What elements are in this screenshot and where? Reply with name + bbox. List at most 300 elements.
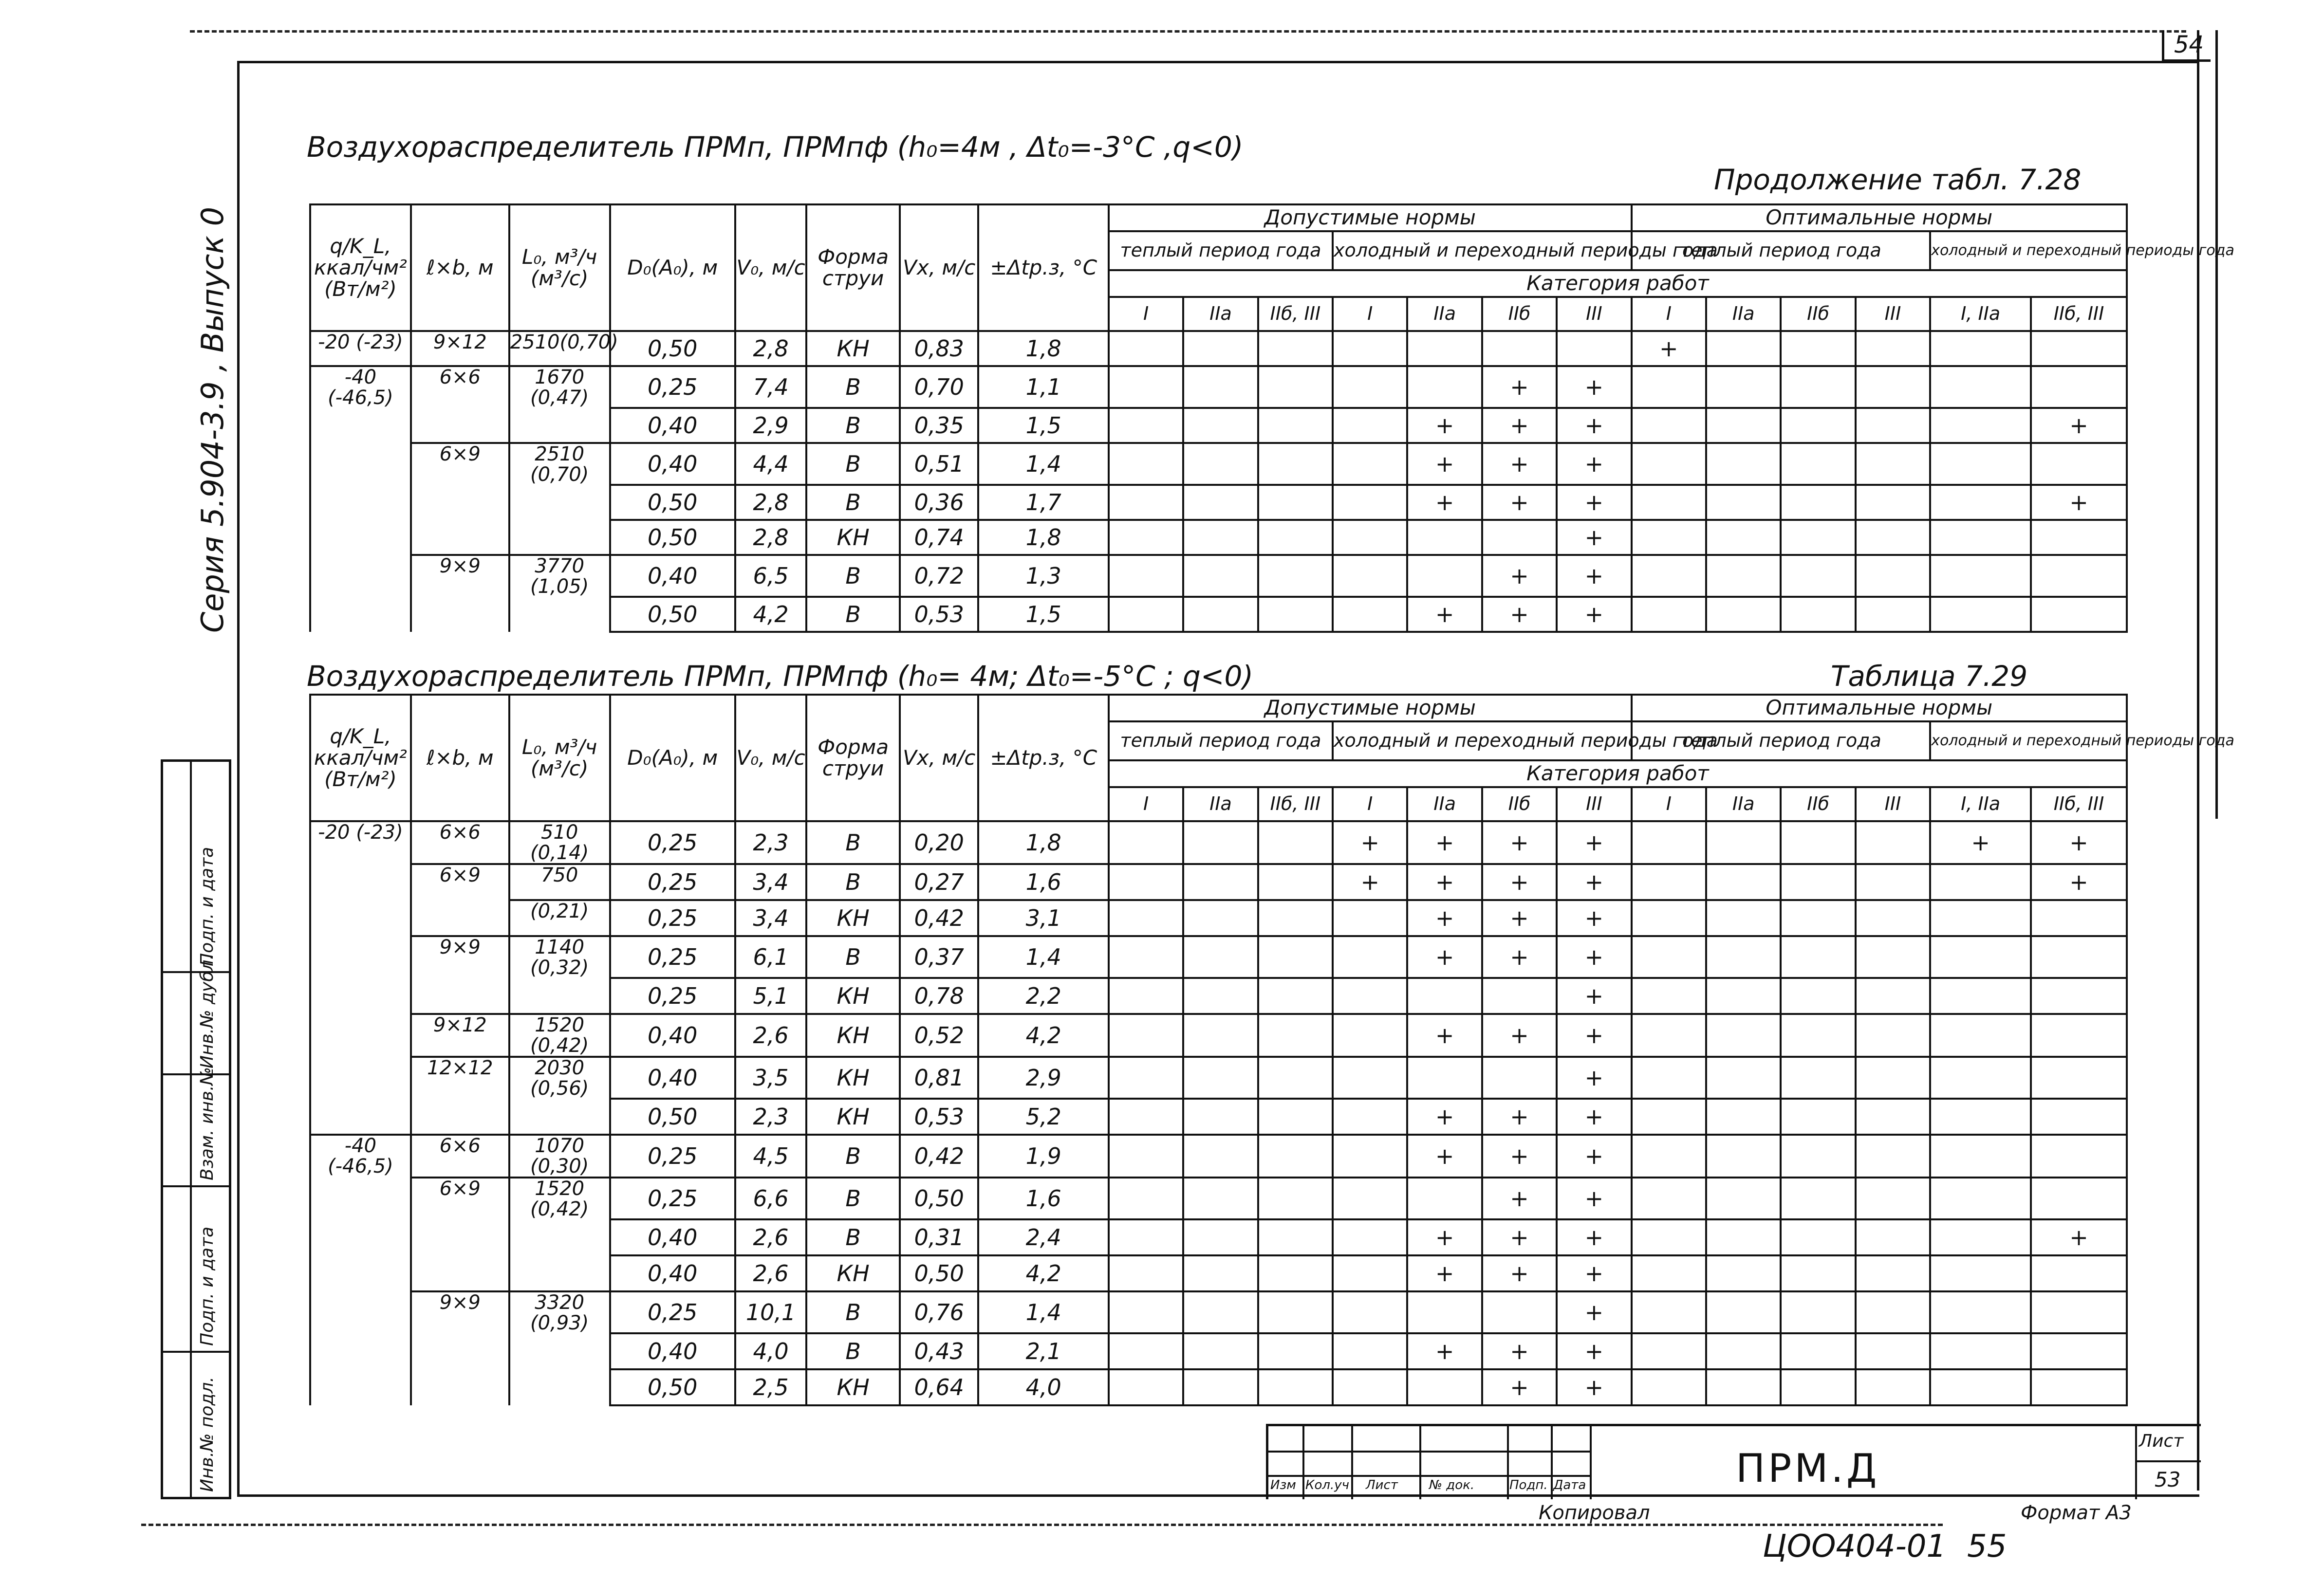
- mark-cell: +: [1407, 597, 1482, 632]
- cell-L: [509, 1369, 610, 1405]
- cat: III: [1856, 787, 1930, 821]
- mark-cell: +: [1632, 331, 1706, 366]
- mark-cell: +: [1557, 1255, 1631, 1291]
- mark-cell: [1706, 443, 1781, 485]
- cell-form: КН: [806, 1014, 900, 1057]
- mark-cell: [1183, 978, 1258, 1014]
- mark-cell: [1407, 1291, 1482, 1333]
- cell-D: 0,25: [610, 821, 735, 864]
- cell-v0: 2,9: [735, 408, 806, 443]
- mark-cell: +: [1482, 936, 1557, 978]
- mark-cell: [1856, 1014, 1930, 1057]
- table-row: [310, 1333, 2127, 1369]
- mark-cell: [1856, 936, 1930, 978]
- hdr-opt-cold: холодный и переходный периоды года: [1930, 721, 2127, 760]
- mark-cell: [1781, 555, 1855, 597]
- cat: IIа: [1183, 297, 1258, 331]
- cell-q: [310, 978, 411, 1014]
- mark-cell: [1258, 485, 1333, 520]
- cell-vx: 0,36: [900, 485, 978, 520]
- hdr-form: Форма струи: [806, 204, 900, 331]
- mark-cell: [1258, 936, 1333, 978]
- cell-lb: 9×12: [411, 331, 509, 366]
- mark-cell: [1258, 1057, 1333, 1099]
- mark-cell: +: [1407, 1099, 1482, 1135]
- mark-cell: [1333, 978, 1407, 1014]
- mark-cell: [1258, 821, 1333, 864]
- mark-cell: [1632, 1255, 1706, 1291]
- mark-cell: [1930, 1291, 2031, 1333]
- hdr-v0: V₀, м/с: [735, 695, 806, 821]
- mark-cell: [1183, 900, 1258, 936]
- hdr-opt-cold: холодный и переходный периоды года: [1930, 231, 2127, 270]
- mark-cell: [1109, 1057, 1183, 1099]
- mark-cell: [1856, 520, 1930, 555]
- cell-vx: 0,50: [900, 1178, 978, 1219]
- copied-by: Копировал: [1539, 1502, 1650, 1524]
- mark-cell: [1482, 1291, 1557, 1333]
- mark-cell: [1930, 864, 2031, 900]
- mark-cell: [1781, 485, 1855, 520]
- cat: IIб: [1781, 787, 1855, 821]
- cell-D: 0,50: [610, 1369, 735, 1405]
- cell-v0: 7,4: [735, 366, 806, 408]
- cat: IIб: [1482, 297, 1557, 331]
- cell-q: [310, 1255, 411, 1291]
- hdr-form: Форма струи: [806, 695, 900, 821]
- mark-cell: [1856, 1135, 1930, 1178]
- cell-form: В: [806, 485, 900, 520]
- mark-cell: +: [2031, 408, 2127, 443]
- cell-L: [509, 1333, 610, 1369]
- cell-dt: 4,0: [978, 1369, 1108, 1405]
- hdr-lb: ℓ×b, м: [411, 204, 509, 331]
- table1: [309, 203, 2234, 633]
- mark-cell: +: [1557, 864, 1631, 900]
- cell-dt: 5,2: [978, 1099, 1108, 1135]
- cell-dt: 1,6: [978, 1178, 1108, 1219]
- mark-cell: [1632, 864, 1706, 900]
- mark-cell: [1183, 485, 1258, 520]
- cat: I, IIа: [1930, 787, 2031, 821]
- cat: I: [1632, 297, 1706, 331]
- mark-cell: [1109, 1255, 1183, 1291]
- cell-dt: 1,4: [978, 936, 1108, 978]
- cell-L: 2510 (0,70): [509, 443, 610, 485]
- cell-D: 0,25: [610, 900, 735, 936]
- table-row: [310, 366, 2127, 408]
- mark-cell: [1109, 900, 1183, 936]
- mark-cell: [1109, 1291, 1183, 1333]
- mark-cell: [1781, 1099, 1855, 1135]
- cell-v0: 4,2: [735, 597, 806, 632]
- cell-q: [310, 555, 411, 597]
- archive-code: ЦОО404-01: [1763, 1528, 1947, 1565]
- mark-cell: [1333, 1014, 1407, 1057]
- cell-v0: 4,4: [735, 443, 806, 485]
- cell-q: -40 (-46,5): [310, 1135, 411, 1178]
- mark-cell: [1706, 1099, 1781, 1135]
- cell-v0: 4,5: [735, 1135, 806, 1178]
- cell-dt: 1,8: [978, 821, 1108, 864]
- mark-cell: [1183, 1333, 1258, 1369]
- cat: III: [1557, 297, 1631, 331]
- mark-cell: [1333, 366, 1407, 408]
- cell-q: -40 (-46,5): [310, 366, 411, 408]
- cat: IIб: [1482, 787, 1557, 821]
- corner-number: 54: [2174, 31, 2204, 58]
- mark-cell: [1930, 366, 2031, 408]
- mark-cell: [1856, 1255, 1930, 1291]
- cell-D: 0,25: [610, 1291, 735, 1333]
- cell-lb: [411, 1333, 509, 1369]
- mark-cell: [1333, 1057, 1407, 1099]
- mark-cell: [1258, 1333, 1333, 1369]
- cat: III: [1856, 297, 1930, 331]
- cell-dt: 2,4: [978, 1219, 1108, 1255]
- cell-dt: 1,7: [978, 485, 1108, 520]
- mark-cell: [1183, 555, 1258, 597]
- mark-cell: [1183, 1219, 1258, 1255]
- cell-D: 0,40: [610, 443, 735, 485]
- hdr-vx: Vx, м/с: [900, 204, 978, 331]
- mark-cell: [2031, 366, 2127, 408]
- mark-cell: [1258, 1178, 1333, 1219]
- cell-dt: 2,1: [978, 1333, 1108, 1369]
- cell-v0: 3,4: [735, 864, 806, 900]
- table-row: [310, 978, 2127, 1014]
- cell-q: [310, 936, 411, 978]
- mark-cell: [1258, 1369, 1333, 1405]
- bottom-dashed-line: [141, 1524, 1943, 1526]
- mark-cell: +: [1557, 1178, 1631, 1219]
- mark-cell: [1856, 900, 1930, 936]
- mark-cell: [1781, 331, 1855, 366]
- mark-cell: [1781, 1219, 1855, 1255]
- mark-cell: [1258, 555, 1333, 597]
- mark-cell: +: [1557, 978, 1631, 1014]
- cell-lb: 9×9: [411, 1291, 509, 1333]
- cell-v0: 10,1: [735, 1291, 806, 1333]
- cell-dt: 4,2: [978, 1255, 1108, 1291]
- mark-cell: [1258, 1014, 1333, 1057]
- mark-cell: +: [1557, 485, 1631, 520]
- cell-q: [310, 520, 411, 555]
- mark-cell: [1482, 1057, 1557, 1099]
- mark-cell: +: [1407, 936, 1482, 978]
- mark-cell: +: [1482, 1178, 1557, 1219]
- mark-cell: [1706, 555, 1781, 597]
- mark-cell: [1930, 1057, 2031, 1099]
- table-row: [310, 597, 2127, 632]
- mark-cell: [1258, 1099, 1333, 1135]
- table-row: [310, 331, 2127, 366]
- mark-cell: +: [1557, 597, 1631, 632]
- mark-cell: [1781, 978, 1855, 1014]
- mark-cell: [1407, 331, 1482, 366]
- stamp-replace-inv: Взам. инв.№: [197, 1067, 217, 1180]
- mark-cell: [2031, 520, 2127, 555]
- mark-cell: [2031, 1255, 2127, 1291]
- mark-cell: [1258, 443, 1333, 485]
- mark-cell: [1109, 408, 1183, 443]
- cell-v0: 6,6: [735, 1178, 806, 1219]
- mark-cell: [1706, 978, 1781, 1014]
- mark-cell: [1109, 1369, 1183, 1405]
- hdr-allow: Допустимые нормы: [1109, 695, 1632, 721]
- table-row: [310, 936, 2127, 978]
- mark-cell: [1333, 900, 1407, 936]
- mark-cell: +: [1557, 520, 1631, 555]
- mark-cell: [1183, 597, 1258, 632]
- cell-dt: 2,2: [978, 978, 1108, 1014]
- mark-cell: [1856, 821, 1930, 864]
- mark-cell: +: [1557, 936, 1631, 978]
- cell-L: [509, 978, 610, 1014]
- mark-cell: [1557, 331, 1631, 366]
- mark-cell: [1930, 1255, 2031, 1291]
- cell-form: В: [806, 555, 900, 597]
- cat: IIа: [1706, 787, 1781, 821]
- mark-cell: [1856, 1178, 1930, 1219]
- mark-cell: [1930, 1219, 2031, 1255]
- cat: IIа: [1706, 297, 1781, 331]
- mark-cell: [1632, 597, 1706, 632]
- mark-cell: [1109, 1219, 1183, 1255]
- cell-form: КН: [806, 978, 900, 1014]
- mark-cell: [2031, 443, 2127, 485]
- mark-cell: +: [1333, 864, 1407, 900]
- mark-cell: [1706, 331, 1781, 366]
- cell-D: 0,50: [610, 1099, 735, 1135]
- cell-form: КН: [806, 1099, 900, 1135]
- cell-vx: 0,64: [900, 1369, 978, 1405]
- mark-cell: [1109, 520, 1183, 555]
- mark-cell: [1482, 331, 1557, 366]
- mark-cell: [1258, 1255, 1333, 1291]
- mark-cell: [1183, 1135, 1258, 1178]
- cell-v0: 2,8: [735, 331, 806, 366]
- cell-vx: 0,35: [900, 408, 978, 443]
- mark-cell: +: [1482, 1014, 1557, 1057]
- cell-q: [310, 408, 411, 443]
- cell-lb: [411, 520, 509, 555]
- mark-cell: [1258, 978, 1333, 1014]
- frame-left: [237, 61, 240, 1497]
- table-row: [310, 408, 2127, 443]
- mark-cell: [1333, 936, 1407, 978]
- mark-cell: [1632, 1178, 1706, 1219]
- mark-cell: +: [1407, 900, 1482, 936]
- cell-v0: 2,8: [735, 485, 806, 520]
- mark-cell: [1856, 331, 1930, 366]
- mark-cell: [1109, 485, 1183, 520]
- mark-cell: [1632, 900, 1706, 936]
- cat: IIб, III: [2031, 297, 2127, 331]
- mark-cell: [1333, 1219, 1407, 1255]
- cell-lb: 9×9: [411, 555, 509, 597]
- mark-cell: [2031, 1178, 2127, 1219]
- table-row: [310, 1255, 2127, 1291]
- mark-cell: [1930, 1135, 2031, 1178]
- mark-cell: [1856, 1333, 1930, 1369]
- cell-L: 1070 (0,30): [509, 1135, 610, 1178]
- mark-cell: [1856, 1219, 1930, 1255]
- mark-cell: [1632, 1219, 1706, 1255]
- mark-cell: [2031, 900, 2127, 936]
- cell-D: 0,25: [610, 1178, 735, 1219]
- mark-cell: [1258, 864, 1333, 900]
- cell-form: КН: [806, 520, 900, 555]
- cell-lb: [411, 597, 509, 632]
- sheet-label: Лист: [2139, 1431, 2184, 1451]
- mark-cell: +: [1482, 864, 1557, 900]
- mark-cell: [1632, 1369, 1706, 1405]
- mark-cell: +: [1557, 1333, 1631, 1369]
- cell-v0: 6,1: [735, 936, 806, 978]
- cell-lb: 9×12: [411, 1014, 509, 1057]
- cell-vx: 0,20: [900, 821, 978, 864]
- hdr-opt-warm: теплый период года: [1632, 721, 1931, 760]
- stamp-col-list: Лист: [1366, 1478, 1398, 1492]
- mark-cell: [1930, 331, 2031, 366]
- cell-lb: [411, 1099, 509, 1135]
- mark-cell: [1407, 1369, 1482, 1405]
- hdr-L: L₀, м³/ч (м³/с): [509, 204, 610, 331]
- stamp-inv-orig: Инв.№ подл.: [197, 1377, 217, 1492]
- cell-v0: 2,6: [735, 1014, 806, 1057]
- cat: IIа: [1183, 787, 1258, 821]
- mark-cell: [1183, 1014, 1258, 1057]
- cell-v0: 2,3: [735, 1099, 806, 1135]
- mark-cell: [1109, 978, 1183, 1014]
- mark-cell: +: [1482, 555, 1557, 597]
- mark-cell: +: [1482, 1369, 1557, 1405]
- mark-cell: [2031, 1135, 2127, 1178]
- mark-cell: [1632, 1135, 1706, 1178]
- mark-cell: +: [1482, 821, 1557, 864]
- mark-cell: [1407, 978, 1482, 1014]
- mark-cell: [1781, 1291, 1855, 1333]
- hdr-category: Категория работ: [1109, 760, 2127, 787]
- mark-cell: [1781, 821, 1855, 864]
- mark-cell: +: [1407, 864, 1482, 900]
- mark-cell: [1632, 1333, 1706, 1369]
- cell-v0: 2,5: [735, 1369, 806, 1405]
- table2-caption: Таблица 7.29: [1831, 660, 2028, 693]
- cell-D: 0,40: [610, 1333, 735, 1369]
- mark-cell: [1930, 1099, 2031, 1135]
- mark-cell: [1856, 485, 1930, 520]
- corner-number-box: [2162, 30, 2211, 62]
- mark-cell: [1333, 555, 1407, 597]
- cell-form: В: [806, 1291, 900, 1333]
- mark-cell: [1183, 1255, 1258, 1291]
- mark-cell: [1706, 1291, 1781, 1333]
- cell-D: 0,40: [610, 1219, 735, 1255]
- table-row: [310, 520, 2127, 555]
- mark-cell: [1183, 520, 1258, 555]
- table-row: [310, 864, 2127, 900]
- mark-cell: [1333, 1099, 1407, 1135]
- mark-cell: [1706, 597, 1781, 632]
- cell-vx: 0,37: [900, 936, 978, 978]
- cell-lb: [411, 408, 509, 443]
- mark-cell: [1333, 1135, 1407, 1178]
- cell-D: 0,25: [610, 936, 735, 978]
- hdr-q: q/K_L, ккал/чм² (Вт/м²): [310, 204, 411, 331]
- cell-L: 2030 (0,56): [509, 1057, 610, 1099]
- hdr-category: Категория работ: [1109, 270, 2127, 297]
- cell-dt: 1,4: [978, 1291, 1108, 1333]
- cell-vx: 0,83: [900, 331, 978, 366]
- mark-cell: [1930, 485, 2031, 520]
- stamp-col-doc: № док.: [1429, 1478, 1475, 1492]
- cell-D: 0,40: [610, 1014, 735, 1057]
- mark-cell: [1407, 520, 1482, 555]
- cell-L: [509, 1099, 610, 1135]
- mark-cell: [1856, 443, 1930, 485]
- cell-lb: 6×6: [411, 366, 509, 408]
- cell-q: [310, 1099, 411, 1135]
- sheet-number: 53: [2155, 1468, 2181, 1491]
- format-label: Формат А3: [2021, 1502, 2132, 1524]
- cell-D: 0,25: [610, 366, 735, 408]
- stamp-col-sign: Подп.: [1509, 1478, 1548, 1492]
- mark-cell: [1781, 1014, 1855, 1057]
- cell-vx: 0,42: [900, 900, 978, 936]
- mark-cell: [1183, 936, 1258, 978]
- table-row: [310, 900, 2127, 936]
- cell-D: 0,25: [610, 864, 735, 900]
- table2-title: Воздухораспределитель ПРМп, ПРМпф (h₀= 4м; Δt₀=-5°С ; q<0): [307, 660, 1253, 693]
- mark-cell: +: [2031, 864, 2127, 900]
- stamp-inv-dup: Инв.№ дубл.: [197, 954, 217, 1068]
- cell-dt: 1,5: [978, 597, 1108, 632]
- mark-cell: [1706, 1255, 1781, 1291]
- hdr-vx: Vx, м/с: [900, 695, 978, 821]
- mark-cell: [1183, 366, 1258, 408]
- cat: I, IIа: [1930, 297, 2031, 331]
- cell-L: [509, 597, 610, 632]
- cell-dt: 1,5: [978, 408, 1108, 443]
- cell-form: КН: [806, 331, 900, 366]
- document-code: ПРМ.Д: [1736, 1446, 1880, 1491]
- mark-cell: [1781, 936, 1855, 978]
- cell-form: В: [806, 597, 900, 632]
- mark-cell: [1183, 864, 1258, 900]
- cell-lb: [411, 1369, 509, 1405]
- mark-cell: [1930, 1014, 2031, 1057]
- mark-cell: +: [1557, 821, 1631, 864]
- mark-cell: [1706, 1178, 1781, 1219]
- mark-cell: +: [1482, 1255, 1557, 1291]
- cat: I: [1333, 787, 1407, 821]
- cat: IIа: [1407, 297, 1482, 331]
- mark-cell: [1109, 821, 1183, 864]
- cell-q: [310, 900, 411, 936]
- mark-cell: [1781, 900, 1855, 936]
- cell-dt: 1,1: [978, 366, 1108, 408]
- hdr-allow: Допустимые нормы: [1109, 204, 1632, 231]
- cell-D: 0,40: [610, 408, 735, 443]
- mark-cell: +: [2031, 1219, 2127, 1255]
- mark-cell: [1407, 555, 1482, 597]
- cell-D: 0,50: [610, 485, 735, 520]
- hdr-v0: V₀, м/с: [735, 204, 806, 331]
- mark-cell: [1333, 1333, 1407, 1369]
- hdr-L: L₀, м³/ч (м³/с): [509, 695, 610, 821]
